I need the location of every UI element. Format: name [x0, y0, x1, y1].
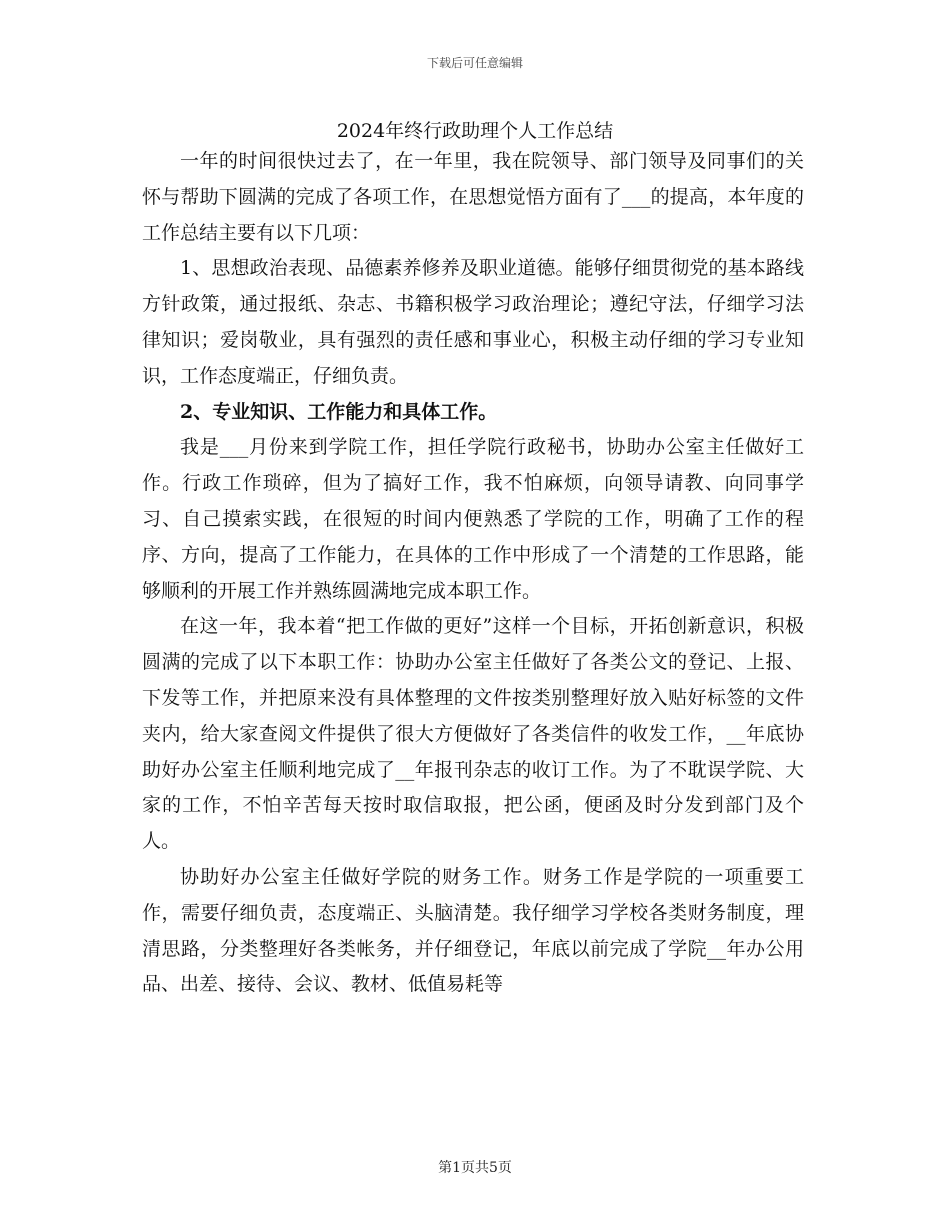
paragraph-section-1: 1、思想政治表现、品德素养修养及职业道德。能够仔细贯彻党的基本路线方针政策，通过报纸、杂志、书籍积极学习政治理论；遵纪守法，仔细学习法律知识；爱岗敬业，具有强烈的责任感和事业心，积极主动仔细的学习专业知识，工作态度端正，仔细负责。	[142, 257, 804, 387]
paragraph-work-start: 我是___月份来到学院工作，担任学院行政秘书，协助办公室主任做好工作。行政工作琐碎，但为了搞好工作，我不怕麻烦，向领导请教、向同事学习、自己摸索实践，在很短的时间内便熟悉了学院的工作，明确了工作的程序、方向，提高了工作能力，在具体的工作中形成了一个清楚的工作思路，能够顺利的开展工作并熟练圆满地完成本职工作。	[142, 436, 804, 602]
document-title: 2024年终行政助理个人工作总结	[336, 120, 614, 142]
section-heading-2: 2、专业知识、工作能力和具体工作。	[180, 400, 498, 423]
paragraph-finance: 协助好办公室主任做好学院的财务工作。财务工作是学院的一项重要工作，需要仔细负责，态度端正、头脑清楚。我仔细学习学校各类财务制度，理清思路，分类整理好各类帐务，并仔细登记，年底以前完成了学院__年办公用品、出差、接待、会议、教材、低值易耗等	[142, 865, 804, 996]
page-footer: 第1页共5页	[438, 1160, 512, 1176]
paragraph-intro: 一年的时间很快过去了，在一年里，我在院领导、部门领导及同事们的关怀与帮助下圆满的完成了各项工作，在思想觉悟方面有了___的提高，本年度的工作总结主要有以下几项：	[142, 150, 804, 244]
header-note: 下载后可任意编辑	[426, 56, 523, 70]
paragraph-duties: 在这一年，我本着“把工作做的更好”这样一个目标，开拓创新意识，积极圆满的完成了以下本职工作：协助办公室主任做好了各类公文的登记、上报、下发等工作，并把原来没有具体整理的文件按类别整理好放入贴好标签的文件夹内，给大家查阅文件提供了很大方便做好了各类信件的收发工作，__年底协助好办公室主任顺利地完成了__年报刊杂志的收订工作。为了不耽误学院、大家的工作，不怕辛苦每天按时取信取报，把公函，便函及时分发到部门及个人。	[142, 615, 804, 853]
document-body	[142, 144, 804, 1003]
